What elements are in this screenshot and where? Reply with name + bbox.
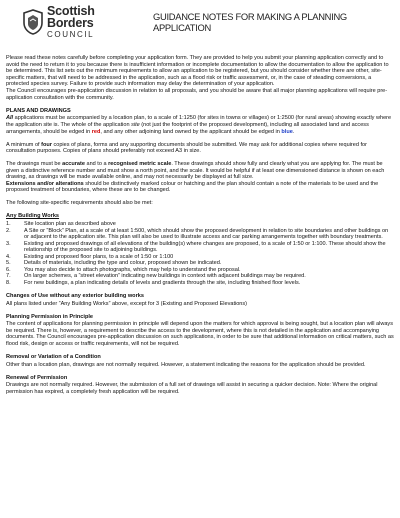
plans-accurate-emphasis: accurate <box>62 161 85 168</box>
list-item: 3. Existing and proposed drawings of all elevations of the building(s) where changes are proposed, to a scale of 1:50 or 1:100. These should show the relationship of the proposed site to adjoining buildings. <box>6 240 386 254</box>
plans-p1-text-4: . <box>292 128 295 135</box>
logo-line-council: COUNCIL <box>47 30 95 39</box>
list-item-text: Details of materials, including the type and colour, proposed shown be indicated. <box>24 260 222 267</box>
plans-p1-text-3: , and any other adjoining land owned by the applicant should be edged in <box>100 128 282 135</box>
plans-p4-text: should be distinctively marked colour or hatching and the plan should contain a note of the materials to be used and the proposed treatment of boundaries, where these are to be changed. <box>6 180 379 194</box>
list-item: 2. A Site or “Block” Plan, at a scale of at least 1:500, which should show the proposed development in relation to site boundaries and other buildings on or adjacent to the application site. This plan will also be used to illustrate access and car parking arrangements together with boundary treatments. <box>6 227 389 241</box>
document-body <box>6 55 394 402</box>
plans-p3-text-1: The drawings must be <box>6 161 63 168</box>
list-item-text: On larger schemes, a “street elevation” indicating new buildings in context with adjacent buildings may be required. <box>24 273 306 280</box>
plans-p1-text-2: (not just the footprint of the proposed development), including all associated land and access arrangements, should be edged in <box>6 121 369 135</box>
list-item-text: You may also decide to attach photographs, which may help to understand the proposal. <box>24 266 241 273</box>
list-item-text: Existing and proposed drawings of all elevations of the building(s) where changes are proposed, to a scale of 1:50 or 1:100. These should show the relationship of the proposed site to adjoining buildings. <box>24 240 386 254</box>
renewal-text: Drawings are not normally required. However, the submission of a full set of drawings will assist in securing a quicker decision. Note: Where the original permission has expired, a completely fresh application will be required. <box>6 382 378 395</box>
changes-heading: Changes of Use without any exterior building works <box>6 293 144 299</box>
plans-four-emphasis: four <box>41 141 52 148</box>
changes-text: All plans listed under “Any Building Works” above, except for 3 (Existing and Proposed Elevations) <box>6 300 248 307</box>
council-emblem-icon <box>21 9 45 35</box>
plans-heading: PLANS AND DRAWINGS <box>6 107 71 114</box>
plans-p2-text-1: A minimum of <box>6 141 42 148</box>
principle-heading: Planning Permission in Principle <box>6 313 94 320</box>
list-item: 8. For new buildings, a plan indicating details of levels and gradients through the site, including finished floor levels. <box>6 279 301 286</box>
list-item: 7. On larger schemes, a “street elevation” indicating new buildings in context with adjacent buildings may be required. <box>6 273 306 280</box>
list-item-text: A Site or “Block” Plan, at a scale of at least 1:500, which should show the proposed development in relation to site boundaries and other buildings on or adjacent to the application site. This plan will also be used to illustrate access and car parking arrangements together with boundary treatments. <box>24 227 389 241</box>
list-item: 5. Details of materials, including the type and colour, proposed shown be indicated. <box>6 260 222 267</box>
red-edge-label: red <box>91 128 101 135</box>
blue-edge-label: blue <box>281 128 293 135</box>
plans-p3-text-3: . These drawings should show fully and clearly what you are applying for. The must be given a distinctive reference number and must show a north point, and the scale. It would be helpful if at least one dimensioned distance is shown on each drawing, as drawings will be made available online, and may not necessarily be displayed at full size. <box>6 161 385 181</box>
document-title: GUIDANCE NOTES FOR MAKING A PLANNING APPLICATION <box>153 11 347 33</box>
plans-paragraph-2 <box>6 142 394 155</box>
plans-p3-text-2: and to a <box>84 161 109 168</box>
plans-metric-emphasis: recognised metric scale <box>108 161 172 168</box>
plans-paragraph-5: The following site-specific requirements should also be met: <box>6 200 153 207</box>
intro-paragraph-1: Please read these notes carefully before completing your application form. They are provided to help you submit your planning application correctly and to avoid the need to return it to you because there is insufficient information or incomplete documentation to allow the documentation to allow the application to be determined. This list sets out the minimum requirements to allow an application to be registered, but you should consider whether there are other, site-specific matters, that will need to be addressed in the application, such as a flood risk or traffic assessment, or, in the case of steading conversions, a protected species survey. Failure to provide such information may delay the determination of your application. <box>6 55 389 88</box>
any-works-list <box>6 221 394 286</box>
principle-text: The content of applications for planning permission in principle will depend upon the matters for which approval is being sought, but a location plan will always be required. There is, however, a requirement to describe the access to the development, where this is not detailed in the application and accompanying documents. The Council encourages pre-application discussion on such applications, in order to be sure that additional information on critical matters, such as flood risk, design or access or traffic requirements, will not be required. <box>6 321 394 347</box>
logo-wordmark <box>47 5 95 29</box>
removal-text: Other than a location plan, drawings are not normally required. However, a statement indicating the reasons for the application should be provided. <box>6 361 366 368</box>
list-item-text: For new buildings, a plan indicating details of levels and gradients through the site, including finished floor levels. <box>24 279 301 286</box>
plans-paragraph-4 <box>6 181 394 194</box>
plans-p1-text-1: applications must be accompanied by a location plan, to a scale of 1:1250 (for sites in towns or villages) or 1:2500 (for rural areas) showing exactly where the application site is. The whole of the application <box>6 115 392 128</box>
removal-heading: Removal or Variation of a Condition <box>6 353 101 360</box>
plans-p2-text-2: copies of plans, forms and any supporting documents should be submitted. We may ask for additional copies where required for consultation purposes. Copies of plans should preferably not exceed A3 in size. <box>6 141 367 155</box>
any-works-heading: Any Building Works <box>6 213 60 220</box>
list-item: 6. You may also decide to attach photographs, which may help to understand the proposal. <box>6 266 241 273</box>
extensions-emphasis: Extensions and/or alterations <box>6 180 84 187</box>
plans-all-emphasis: All <box>6 115 14 122</box>
plans-paragraph-3 <box>6 161 394 181</box>
list-item: 4. Existing and proposed floor plans, to a scale of 1:50 or 1:100 <box>6 253 174 260</box>
council-logo <box>21 5 129 45</box>
renewal-heading: Renewal of Permission <box>6 374 68 381</box>
list-item: 1. Site location plan as described above <box>6 221 116 228</box>
document-header <box>0 0 400 52</box>
list-item-text: Existing and proposed floor plans, to a scale of 1:50 or 1:100 <box>24 253 174 260</box>
intro-paragraph-2: The Council encourages pre-application discussion in relation to all proposals, and you should be aware that all major planning applications will require pre-application consultation with the community. <box>6 88 388 101</box>
plans-paragraph-1 <box>6 115 394 135</box>
list-item-text: Site location plan as described above <box>24 221 116 228</box>
plans-site-emphasis: site <box>131 121 140 128</box>
logo-line-borders: Borders <box>47 16 94 30</box>
logo-line-scottish: Scottish <box>47 4 95 18</box>
